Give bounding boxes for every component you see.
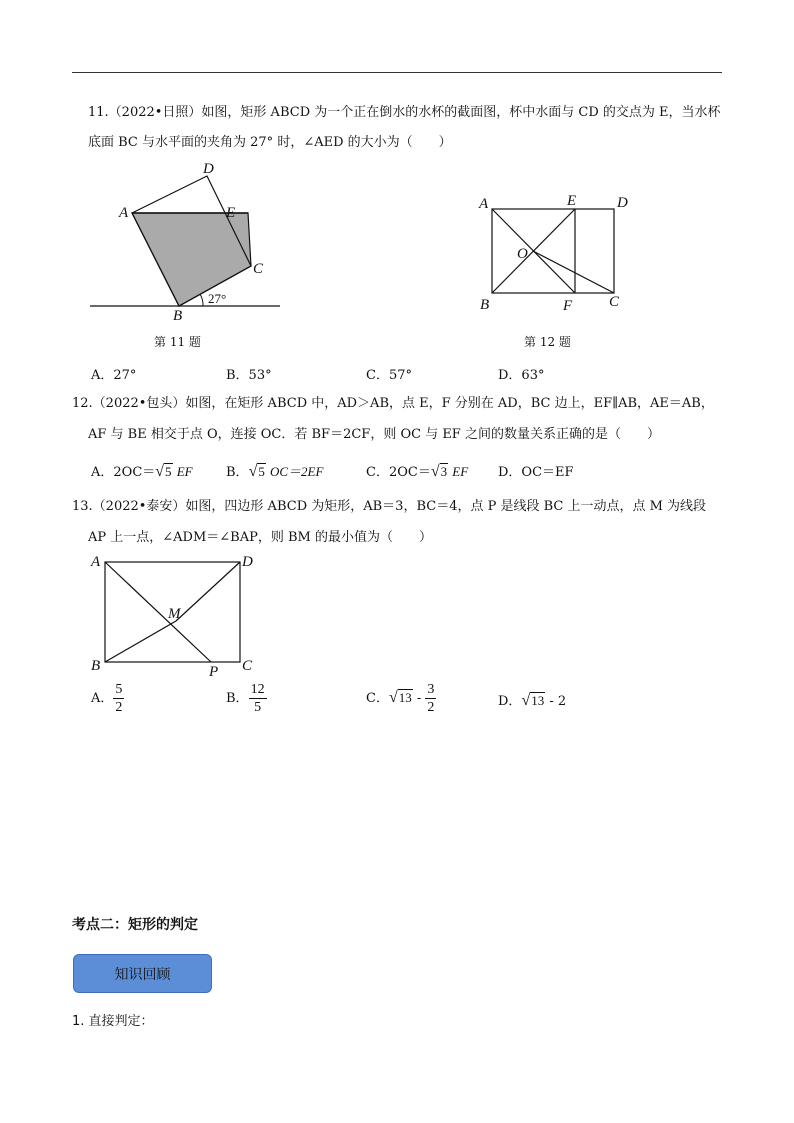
segment-dm bbox=[176, 562, 240, 621]
label-D: D bbox=[617, 195, 628, 211]
rectangle-abcd bbox=[492, 209, 614, 293]
q12-option-d: D．OC＝EF bbox=[498, 465, 574, 480]
q11-option-a: A．27° bbox=[91, 368, 137, 383]
label-C: C bbox=[609, 294, 620, 310]
q11-line2: 底面 BC 与水平面的夹角为 27° 时，∠AED 的大小为（ ） bbox=[88, 135, 452, 150]
sqrt-symbol: √5 bbox=[248, 463, 265, 480]
q12-option-c: C．2OC＝√3 EF bbox=[366, 463, 469, 480]
q11-caption: 第 11 题 bbox=[154, 335, 201, 349]
q13-option-b: B． $\frac{12}{5}$ bbox=[226, 682, 265, 715]
segment-ap bbox=[105, 562, 211, 662]
label-B: B bbox=[480, 297, 490, 313]
q11-option-b: B．53° bbox=[226, 368, 272, 383]
q12-line1: 12.（2022•包头）如图，在矩形 ABCD 中，AD＞AB，点 E，F 分别在 AD，BC 边上，EF∥AB，AE＝AB， bbox=[72, 396, 714, 411]
label-D: D bbox=[242, 554, 253, 570]
q11-line1: 11.（2022•日照）如图，矩形 ABCD 为一个正在倒水的水杯的截面图，杯中水面与 CD 的交点为 E，当水杯 bbox=[88, 105, 721, 120]
label-O: O bbox=[517, 246, 528, 262]
label-E: E bbox=[226, 205, 236, 221]
q12-caption: 第 12 题 bbox=[524, 335, 571, 349]
label-E: E bbox=[567, 193, 577, 209]
label-angle: 27° bbox=[208, 291, 227, 306]
section-title: 考点二：矩形的判定 bbox=[72, 917, 198, 933]
label-D: D bbox=[203, 161, 214, 177]
sqrt-symbol: √3 bbox=[430, 463, 448, 480]
sqrt-symbol: √5 bbox=[155, 463, 172, 480]
knowledge-review-button[interactable]: 知识回顾 bbox=[73, 954, 212, 993]
segment-oc bbox=[533, 251, 614, 293]
label-B: B bbox=[173, 308, 183, 323]
q13-option-d: D．√13 - 2 bbox=[498, 692, 567, 709]
label-C: C bbox=[242, 658, 253, 674]
q11-option-c: C．57° bbox=[366, 368, 412, 383]
fraction: $\frac{12}{5}$ bbox=[250, 682, 265, 715]
segment-bm bbox=[105, 621, 176, 662]
q13-line2: AP 上一点，∠ADM＝∠BAP，则 BM 的最小值为（ ） bbox=[88, 530, 432, 545]
angle-arc bbox=[200, 294, 203, 306]
q12-figure bbox=[475, 190, 635, 315]
q12-option-a: A．2OC＝√5 EF bbox=[91, 463, 193, 480]
q11-figure bbox=[85, 158, 290, 323]
point-1-label: 1. 直接判定： bbox=[72, 1014, 154, 1029]
q13-option-a: A． $\frac{5}{2}$ bbox=[91, 682, 123, 715]
label-A: A bbox=[91, 554, 101, 570]
q13-line1: 13.（2022•泰安）如图，四边形 ABCD 为矩形，AB＝3，BC＝4，点 P 是线段 BC 上一动点，点 M 为线段 bbox=[72, 499, 707, 514]
label-C: C bbox=[253, 261, 264, 277]
q11-option-d: D．63° bbox=[498, 368, 545, 383]
water-region bbox=[132, 213, 251, 306]
label-F: F bbox=[563, 298, 573, 314]
q13-option-c: C．√13 - $\frac{3}{2}$ bbox=[366, 682, 435, 715]
sqrt-symbol: √13 bbox=[388, 689, 412, 706]
fraction: $\frac{3}{2}$ bbox=[427, 682, 435, 715]
sqrt-symbol: √13 bbox=[521, 692, 545, 709]
label-A: A bbox=[119, 205, 129, 221]
label-M: M bbox=[168, 606, 181, 622]
q12-option-b: B．√5 OC＝2EF bbox=[226, 463, 324, 480]
q12-line2: AF 与 BE 相交于点 O，连接 OC．若 BF＝2CF，则 OC 与 EF 之间的数量关系正确的是（ ） bbox=[88, 427, 660, 442]
label-A: A bbox=[479, 196, 489, 212]
fraction: $\frac{5}{2}$ bbox=[115, 682, 123, 715]
label-P: P bbox=[209, 664, 219, 680]
q13-figure bbox=[85, 550, 265, 680]
header-rule bbox=[72, 72, 722, 73]
label-B: B bbox=[91, 658, 101, 674]
